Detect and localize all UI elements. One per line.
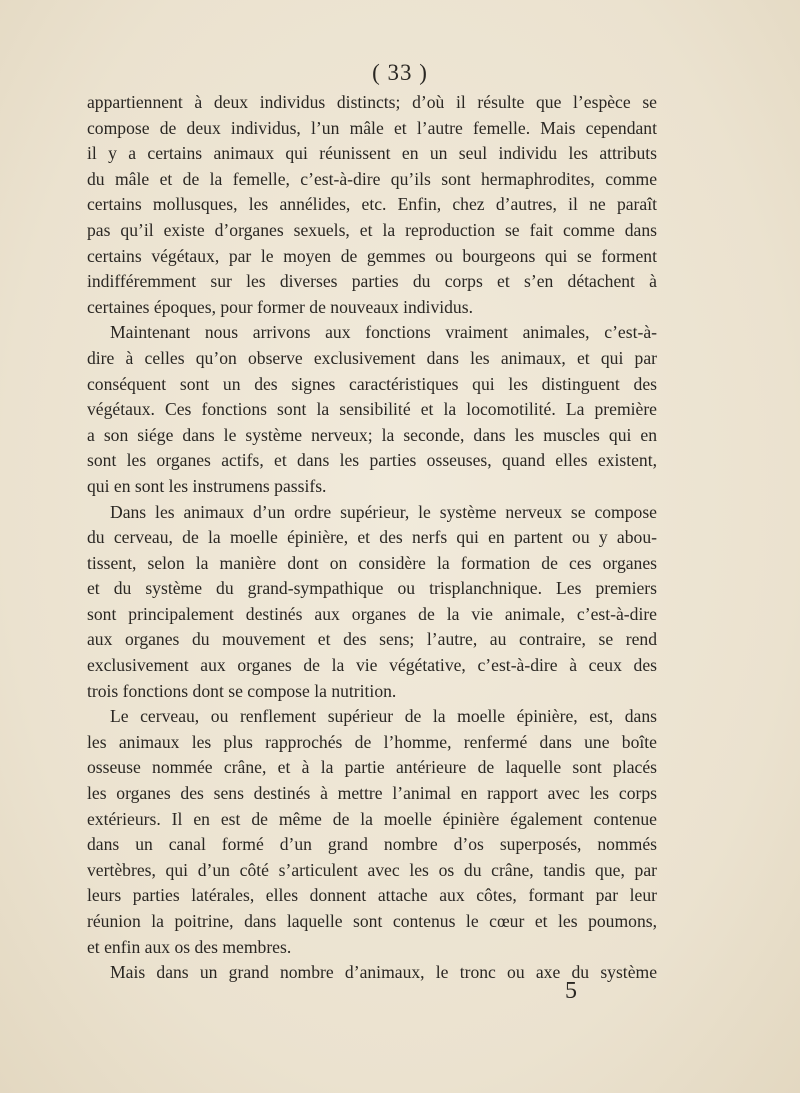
text-line: Maintenant nous arrivons aux fonctions vraiment animales, c’est-à- (110, 322, 657, 343)
text-line: leurs parties latérales, elles donnent attache aux côtes, formant par leur (87, 885, 657, 906)
page-number-header: ( 33 ) (372, 60, 428, 85)
text-line: les animaux les plus rapprochés de l’homme, renfermé dans une boîte (87, 731, 657, 752)
text-line: Le cerveau, ou renflement supérieur de la moelle épinière, est, dans (110, 706, 657, 727)
text-line: pas qu’il existe d’organes sexuels, et la reproduction se fait comme dans (87, 219, 657, 240)
text-line: du cerveau, de la moelle épinière, et des nerfs qui en partent ou y abou- (87, 527, 657, 548)
body-text (87, 90, 657, 986)
text-line: indifféremment sur les diverses parties du corps et s’en détachent à (87, 271, 657, 292)
text-line: Mais dans un grand nombre d’animaux, le tronc ou axe du système (110, 962, 657, 983)
text-line: certaines époques, pour former de nouveaux individus. (87, 296, 473, 317)
text-line: a son siége dans le système nerveux; la seconde, dans les muscles qui en (87, 424, 657, 445)
text-line: les organes des sens destinés à mettre l’animal en rapport avec les corps (87, 783, 657, 804)
text-line: vertèbres, qui d’un côté s’articulent avec les os du crâne, tandis que, par (87, 859, 657, 880)
text-line: réunion la poitrine, dans laquelle sont contenus le cœur et les poumons, (87, 911, 657, 931)
text-line: trois fonctions dont se compose la nutrition. (87, 680, 397, 701)
text-line: certains mollusques, les annélides, etc. Enfin, chez d’autres, il ne paraît (87, 194, 657, 215)
text-line: exclusivement aux organes de la vie végétative, c’est-à-dire à ceux des (87, 655, 657, 676)
text-line: dire à celles qu’on observe exclusivement dans les animaux, et qui par (87, 347, 657, 368)
text-line: certains végétaux, par le moyen de gemmes ou bourgeons qui se forment (87, 245, 657, 266)
text-line: Dans les animaux d’un ordre supérieur, le système nerveux se compose (110, 501, 657, 522)
text-line: qui en sont les instrumens passifs. (87, 475, 327, 496)
text-line: et enfin aux os des membres. (87, 936, 292, 957)
text-line: du mâle et de la femelle, c’est-à-dire qu’ils sont hermaphrodites, comme (87, 168, 657, 189)
text-line: sont principalement destinés aux organes de la vie animale, c’est-à-dire (87, 603, 657, 624)
text-line: il y a certains animaux qui réunissent en un seul individu les attributs (87, 143, 657, 164)
text-line: dans un canal formé d’un grand nombre d’os superposés, nommés (87, 834, 657, 855)
text-line: compose de deux individus, l’un mâle et l’autre femelle. Mais cependant (87, 117, 657, 138)
text-line: conséquent sont un des signes caractéristiques qui les distinguent des (87, 373, 657, 394)
text-line: aux organes du mouvement et des sens; l’autre, au contraire, se rend (87, 629, 657, 650)
text-line: et du système du grand-sympathique ou trisplanchnique. Les premiers (87, 578, 657, 599)
text-line: sont les organes actifs, et dans les parties osseuses, quand elles existent, (87, 450, 657, 471)
text-line: osseuse nommée crâne, et à la partie antérieure de laquelle sont placés (87, 757, 657, 778)
text-line: appartiennent à deux individus distincts; d’où il résulte que l’espèce se (87, 92, 657, 112)
text-line: extérieurs. Il en est de même de la moelle épinière également contenue (87, 808, 657, 829)
text-line: tissent, selon la manière dont on considère la formation de ces organes (87, 552, 657, 573)
signature-mark: 5 (565, 978, 577, 1004)
text-line: végétaux. Ces fonctions sont la sensibilité et la locomotilité. La première (87, 399, 657, 420)
